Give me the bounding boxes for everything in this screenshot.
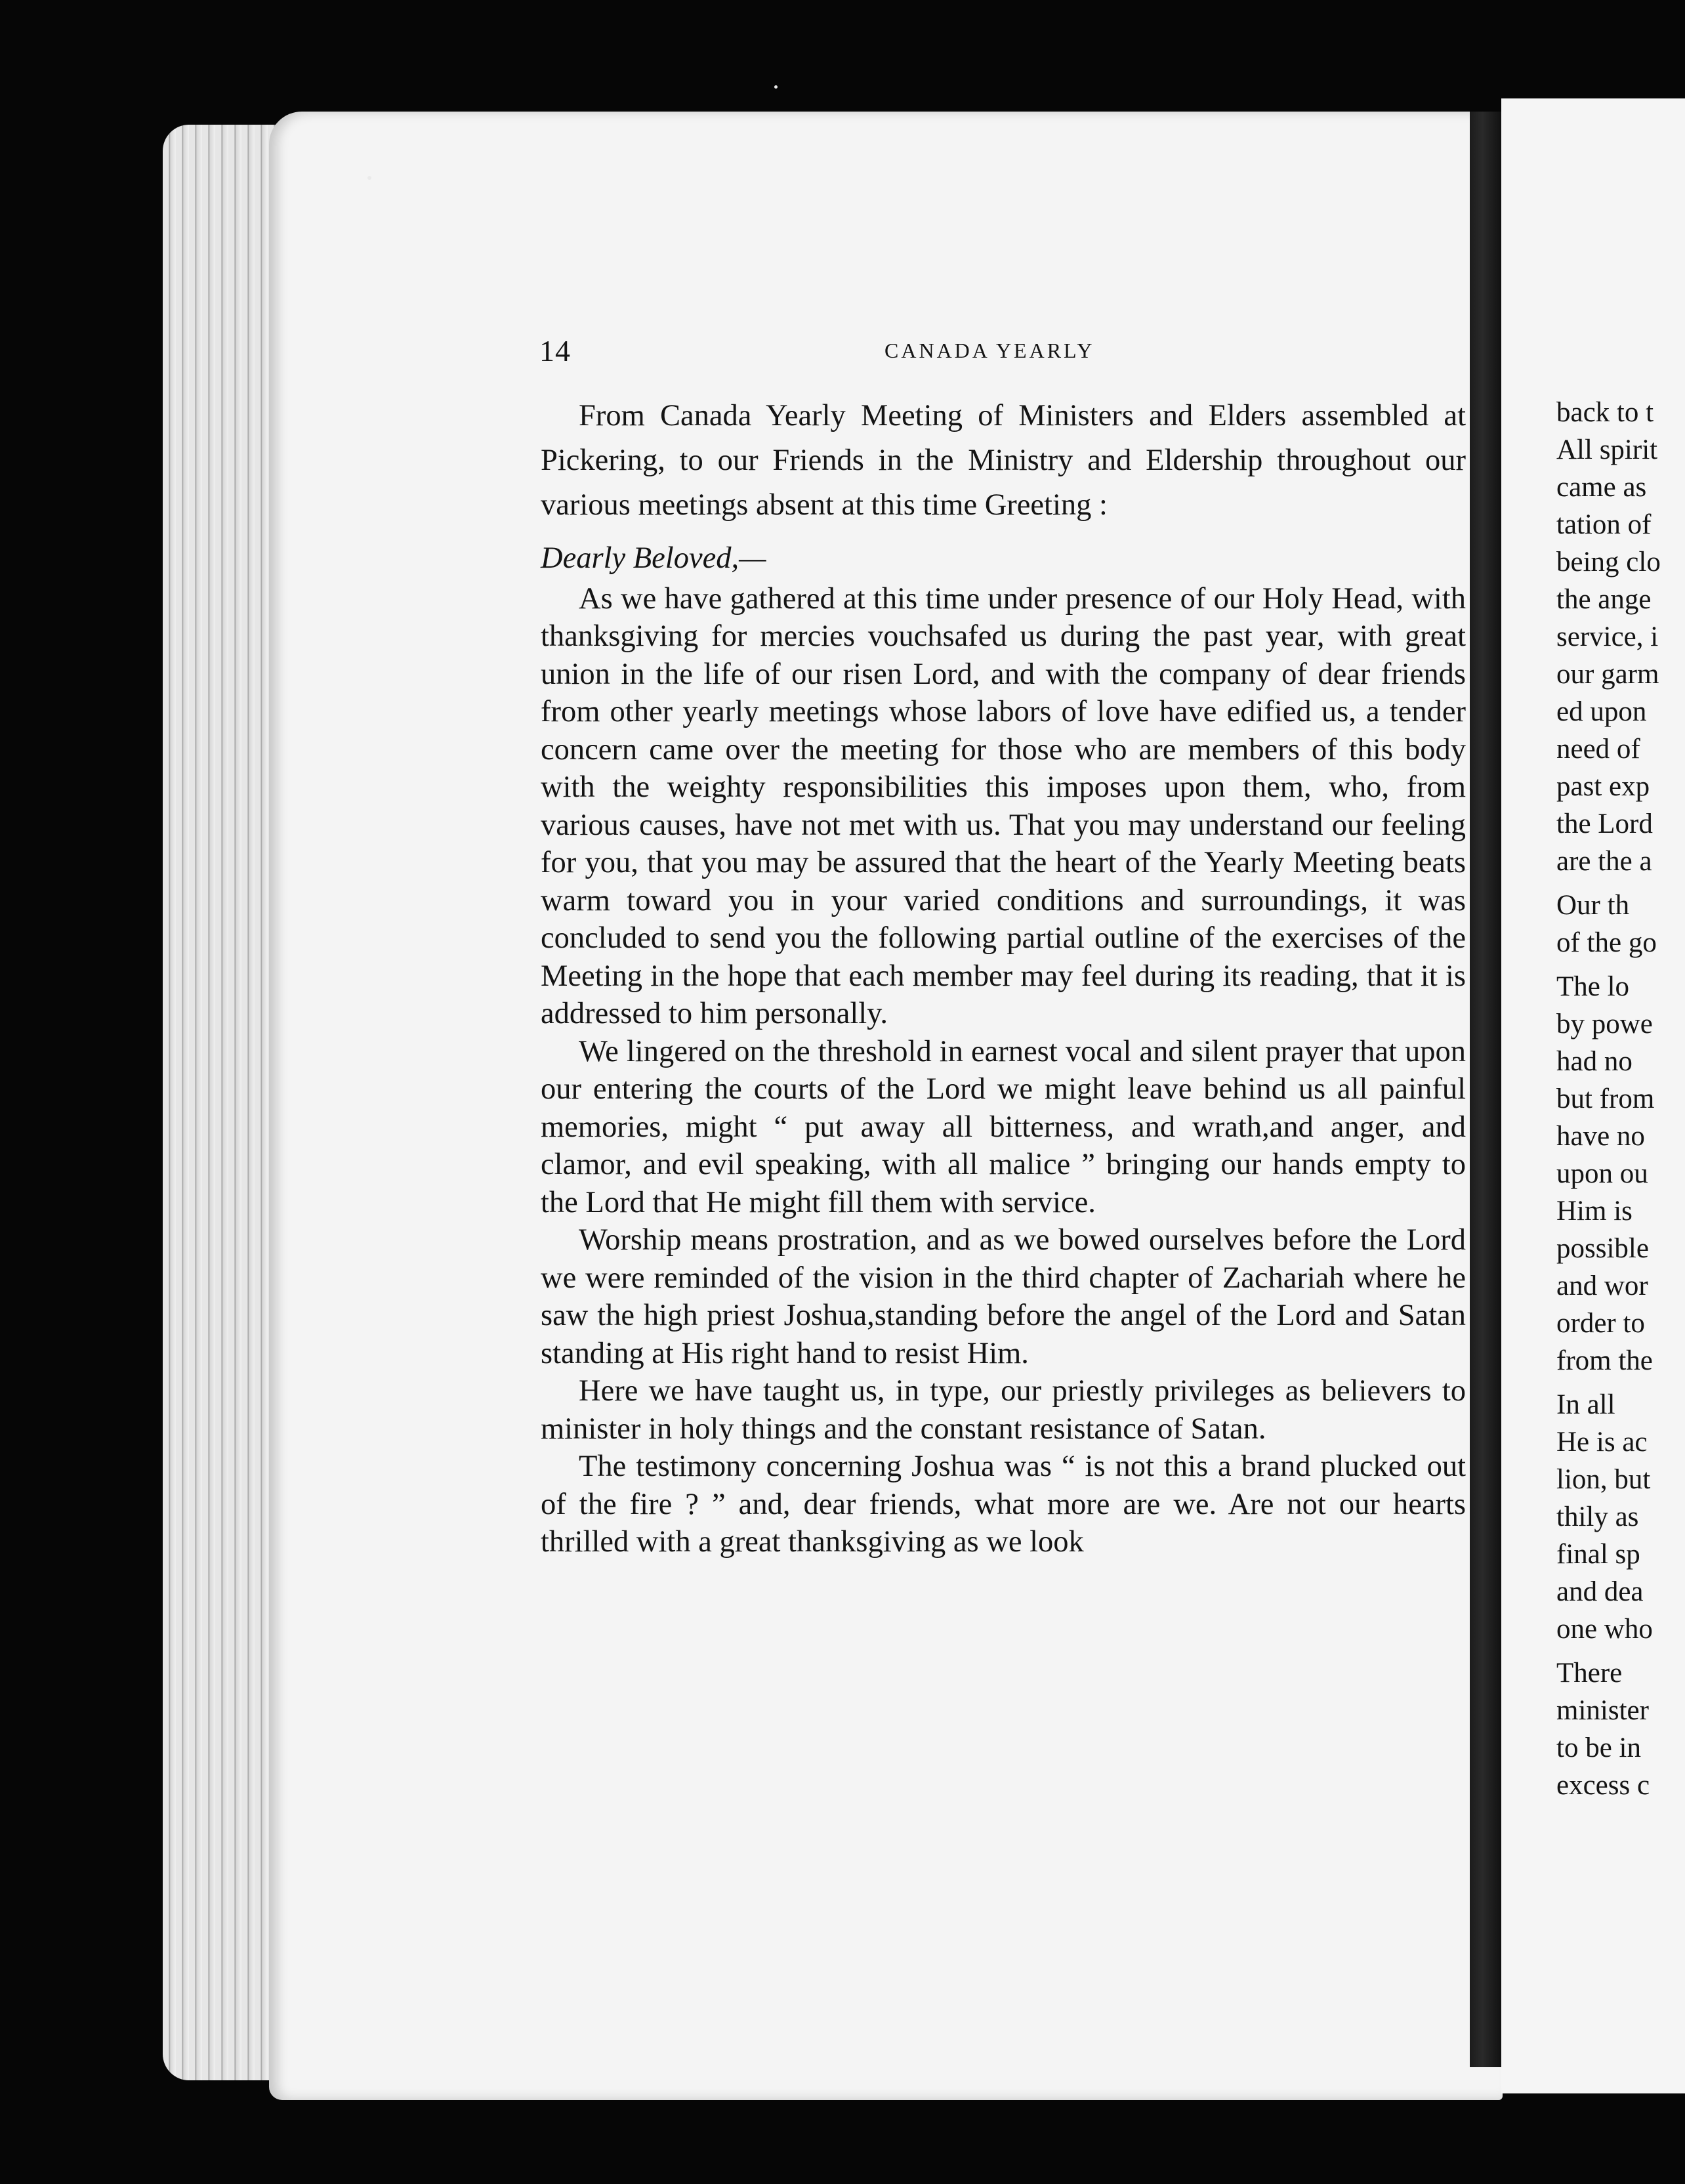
dust-speck xyxy=(774,85,778,89)
right-page-line: All spirit xyxy=(1556,434,1658,465)
right-page-line: our garm xyxy=(1556,659,1659,690)
right-page-line: have no xyxy=(1556,1121,1645,1152)
right-page-line: and dea xyxy=(1556,1576,1644,1607)
right-page-line: Him is xyxy=(1556,1196,1633,1227)
right-page-line: possible xyxy=(1556,1233,1649,1264)
right-page-line: past exp xyxy=(1556,771,1650,802)
right-page-line: The lo xyxy=(1556,971,1630,1002)
right-page-line: of the go xyxy=(1556,927,1657,958)
right-page-line: and wor xyxy=(1556,1270,1648,1301)
running-title: CANADA YEARLY xyxy=(884,339,1095,362)
right-page-line: There xyxy=(1556,1658,1623,1689)
right-page-line: service, i xyxy=(1556,621,1659,652)
right-page-line: are the a xyxy=(1556,846,1652,877)
right-page-line: the Lord xyxy=(1556,808,1653,839)
right-page-line: excess c xyxy=(1556,1770,1650,1801)
right-page-line: had no xyxy=(1556,1046,1633,1077)
right-page-line: came as xyxy=(1556,472,1647,503)
body-paragraph: Worship means prostration, and as we bowed ourselves before the Lord we were reminded of the vision in the third chapter of Zachariah where he saw the high priest Joshua,standing before the angel of the Lord and Satan standing at His right hand to resist Him. xyxy=(541,1223,1466,1370)
right-page-line: Our th xyxy=(1556,890,1630,921)
body-paragraph: Here we have taught us, in type, our priestly privileges as believers to minister in holy things and the constant resistance of Satan. xyxy=(541,1374,1466,1446)
body-paragraph: We lingered on the threshold in earnest vocal and silent prayer that upon our entering the courts of the Lord we might leave behind us all painful memories, might “ put away all bitterness, and wrath,and anger, and clamor, and evil speaking, with all malice ” bringing our hands empty to the Lord that He might fill them with service. xyxy=(541,1034,1466,1219)
right-page-line: final sp xyxy=(1556,1539,1640,1570)
right-page-line: but from xyxy=(1556,1083,1655,1114)
right-page-line: by powe xyxy=(1556,1009,1653,1040)
page-number: 14 xyxy=(539,334,571,368)
right-page-line: upon ou xyxy=(1556,1158,1648,1189)
book-gutter xyxy=(1470,112,1501,2067)
body-paragraph: The testimony concerning Joshua was “ is not this a brand plucked out of the fire ? ” and, dear friends, what more are we. Are not our hearts thrilled with a great thanksgiving as we look xyxy=(541,1450,1466,1559)
right-page-line: order to xyxy=(1556,1308,1645,1339)
right-page-line: from the xyxy=(1556,1345,1653,1376)
right-page-line: need of xyxy=(1556,734,1640,765)
right-page-line: thily as xyxy=(1556,1502,1639,1532)
right-page-text xyxy=(1556,394,1685,1804)
right-page-line: He is ac xyxy=(1556,1427,1648,1458)
right-page-line: In all xyxy=(1556,1389,1615,1420)
dust-speck xyxy=(367,176,371,180)
address-paragraph: From Canada Yearly Meeting of Ministers and Elders assembled at Pickering, to our Friends in the Ministry and Eldership throughout our various meetings absent at this time Greeting : xyxy=(541,399,1466,522)
right-page-line: tation of xyxy=(1556,509,1652,540)
right-page-line: back to t xyxy=(1556,397,1654,428)
salutation: Dearly Beloved,— xyxy=(541,541,766,575)
right-page-line: to be in xyxy=(1556,1732,1641,1763)
left-page-text xyxy=(541,394,1466,1561)
right-page-line: minister xyxy=(1556,1695,1649,1726)
right-page-line: the ange xyxy=(1556,584,1652,615)
right-page-line: one who xyxy=(1556,1614,1653,1645)
right-page-line: lion, but xyxy=(1556,1464,1651,1495)
body-paragraph: As we have gathered at this time under presence of our Holy Head, with thanksgiving for mercies vouchsafed us during the past year, with great union in the life of our risen Lord, and with the company of dear friends from other yearly meetings whose labors of love have edified us, a tender concern came over the meeting for those who are members of this body with the weighty responsibilities this imposes upon them, who, from various causes, have not met with us. That you may understand our feeling for you, that you may be assured that the heart of the Yearly Meeting beats warm toward you in your varied conditions and surroundings, it was concluded to send you the following partial outline of the exercises of the Meeting in the hope that each member may feel during its reading, that it is addressed to him personally. xyxy=(541,581,1466,1030)
right-page-line: ed upon xyxy=(1556,696,1647,727)
right-page-line: being clo xyxy=(1556,547,1661,578)
